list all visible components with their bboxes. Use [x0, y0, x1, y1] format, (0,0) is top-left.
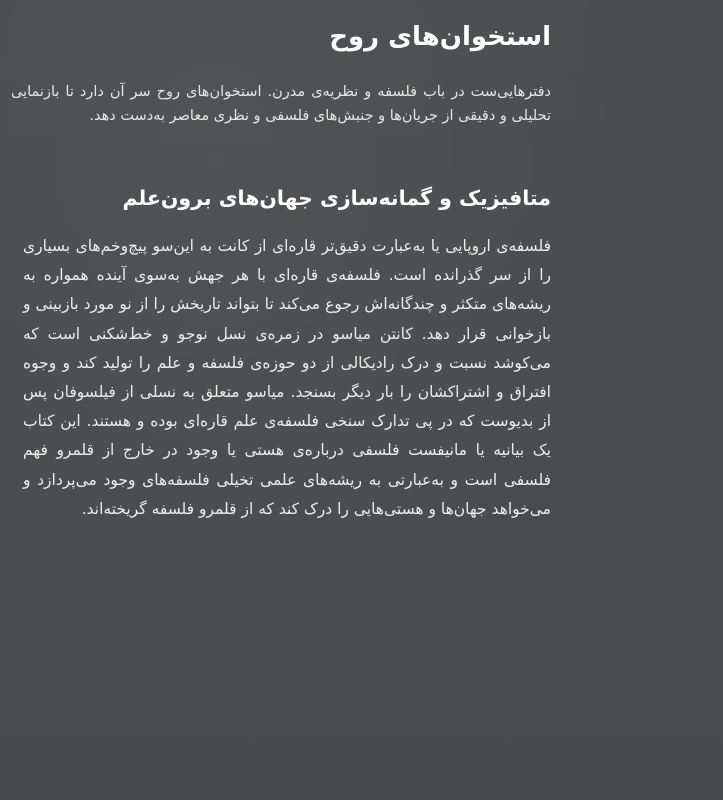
book-blurb: فلسفه‌ی اروپایی یا به‌عبارت دقیق‌تر قاره‌ای از کانت به این‌سو پیچ‌وخم‌های بسیاری را از سر گذرانده است. فلسفه‌ی قاره‌ای با هر جهش به‌سوی آینده همواره به ریشه‌های متکثر و چندگانه‌اش رجوع می‌کند تا بتواند تاریخش را از نو مورد بازبینی و بازخوانی قرار دهد. کانتن میاسو در زمره‌ی نسل نوجو و خط‌شکنی است که می‌کوشد نسبت و درک رادیکالی از دو حوزه‌ی فلسفه و علم را تولید کند و وجوه افتراق و اشتراکشان را بار دیگر بسنجد. میاسو متعلق به نسلی از فیلسوفان پس از بدیوست که در پی تدارک سنخی فلسفه‌ی علم قاره‌ای بوده و هستند. این کتاب یک بیانیه یا مانیفست فلسفی درباره‌ی هستی یا وجود در خارج از قلمرو فهم فلسفی است و به‌عبارتی به ریشه‌های علمی تخیلی فلسفه‌های وجود می‌پردازد و می‌خواهد جهان‌ها و هستی‌هایی را درک کند که از قلمرو فلسفه گریخته‌اند. [23, 237, 551, 518]
series-description: دفترهایی‌ست در باب فلسفه و نظریه‌ی مدرن. استخوان‌های روح سر آن دارد تا بازنمایی تحلیلی و دقیقی از جریان‌ها و جنبش‌های فلسفی و نظری معاصر به‌دست دهد. [11, 84, 551, 124]
book-title: متافیزیک و گمانه‌سازی جهان‌های برون‌علم [122, 186, 551, 210]
series-title: استخوان‌های روح [329, 22, 551, 52]
